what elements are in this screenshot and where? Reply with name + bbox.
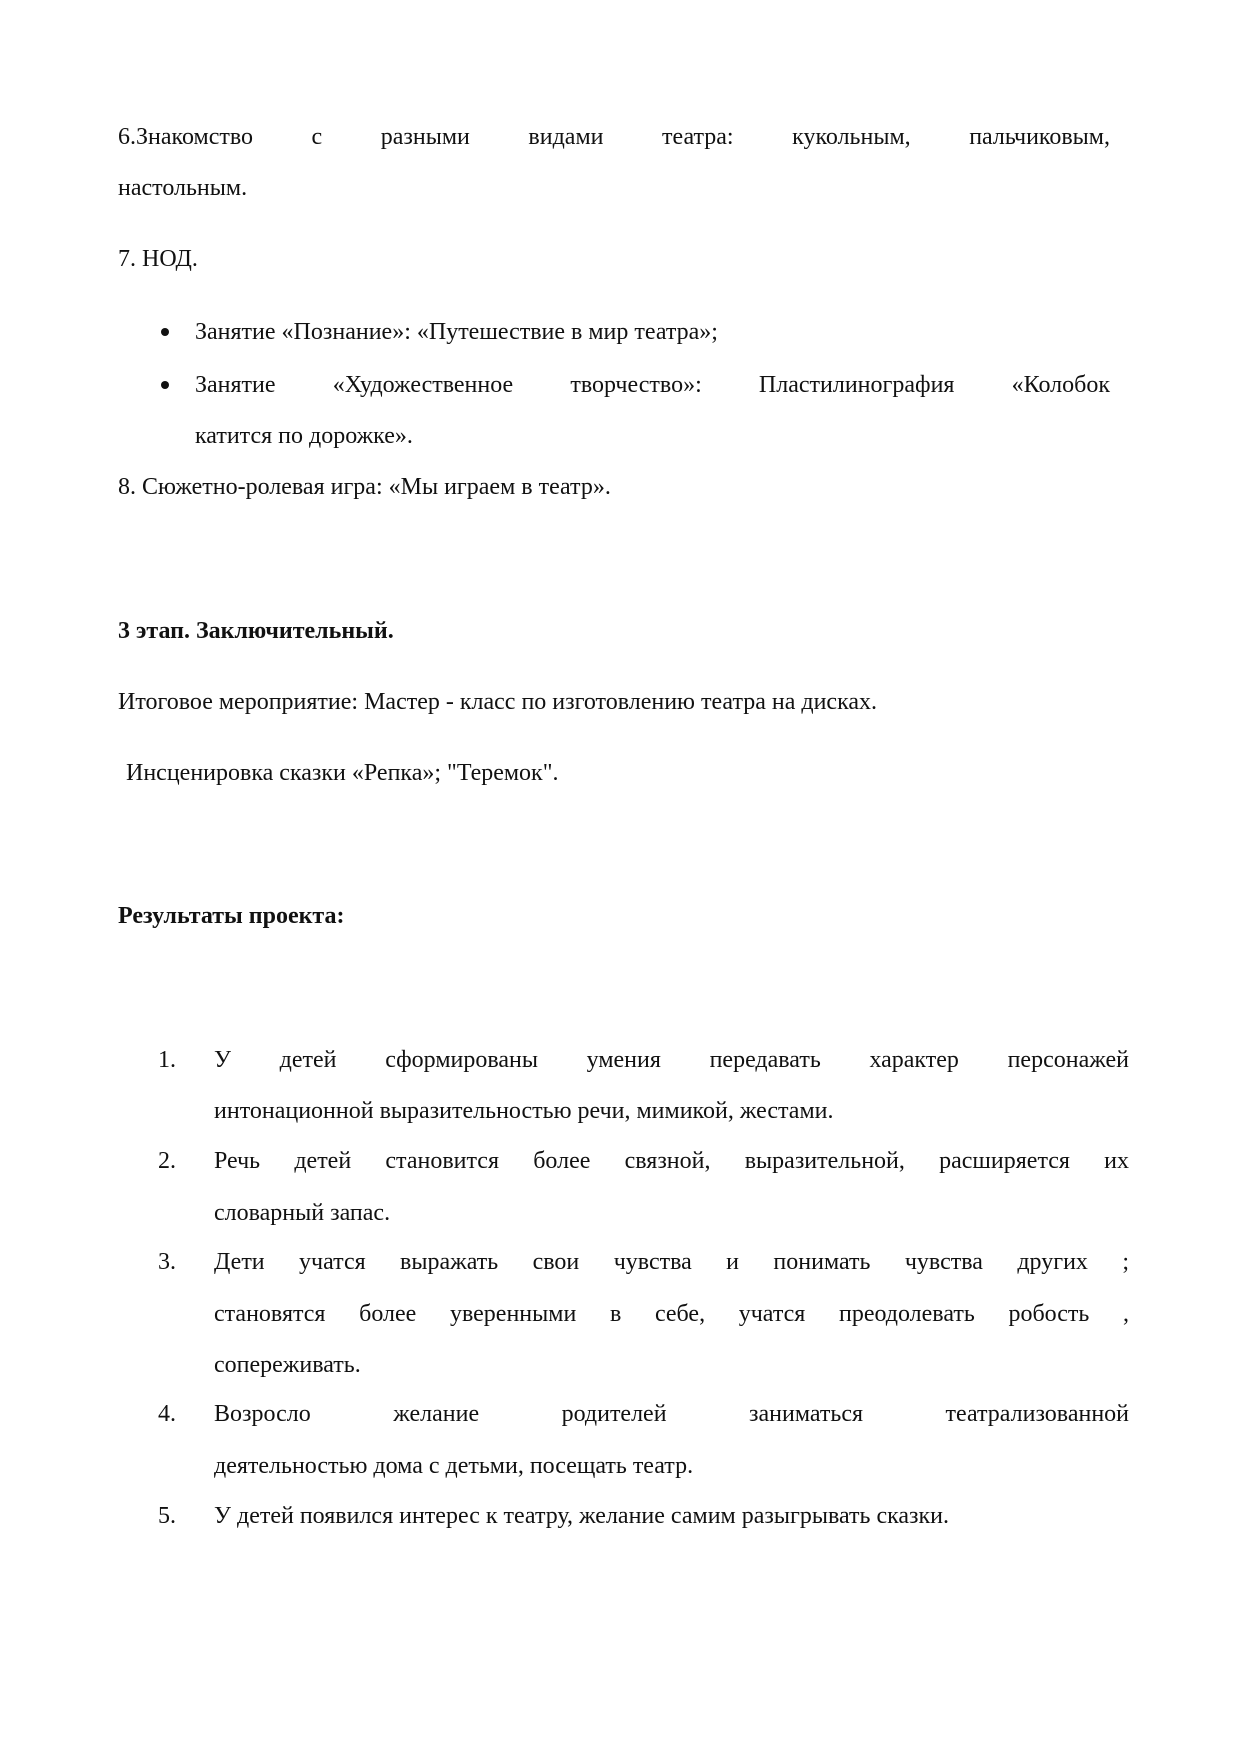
final-event: Итоговое мероприятие: Мастер - класс по изготовлению театра на дисках.	[118, 689, 878, 715]
stage3-heading: 3 этап. Заключительный.	[118, 618, 394, 644]
bullet-icon	[161, 328, 169, 336]
result-1-line-2: интонационной выразительностью речи, мимикой, жестами.	[214, 1098, 834, 1124]
bullet-icon	[161, 381, 169, 389]
item-7: 7. НОД.	[118, 246, 198, 272]
result-4-line-2: деятельностью дома с детьми, посещать театр.	[214, 1453, 694, 1479]
result-number: 5.	[158, 1503, 176, 1529]
result-number: 1.	[158, 1047, 176, 1073]
result-3-line-1: Дети учатся выражать свои чувства и понимать чувства других ;	[214, 1249, 1129, 1275]
results-heading: Результаты проекта:	[118, 903, 345, 929]
result-number: 2.	[158, 1148, 176, 1174]
result-3-line-3: сопереживать.	[214, 1352, 361, 1378]
bullet-1: Занятие «Познание»: «Путешествие в мир театра»;	[195, 319, 718, 345]
result-1-line-1: У детей сформированы умения передавать характер персонажей	[214, 1047, 1129, 1073]
result-5-line-1: У детей появился интерес к театру, желание самим разыгрывать сказки.	[214, 1503, 950, 1529]
item-8: 8. Сюжетно-ролевая игра: «Мы играем в театр».	[118, 474, 611, 500]
result-2-line-2: словарный запас.	[214, 1200, 391, 1226]
result-4-line-1: Возросло желание родителей заниматься театрализованной	[214, 1401, 1129, 1427]
result-number: 4.	[158, 1401, 176, 1427]
item-6-line-2: настольным.	[118, 175, 248, 201]
staging: Инсценировка сказки «Репка»; "Теремок".	[126, 760, 559, 786]
result-number: 3.	[158, 1249, 176, 1275]
result-3-line-2: становятся более уверенными в себе, учатся преодолевать робость ,	[214, 1301, 1129, 1327]
bullet-2-line-2: катится по дорожке».	[195, 423, 413, 449]
result-2-line-1: Речь детей становится более связной, выразительной, расширяется их	[214, 1148, 1129, 1174]
item-6-line-1: 6.Знакомство с разными видами театра: кукольным, пальчиковым,	[118, 124, 1110, 150]
bullet-2-line-1: Занятие «Художественное творчество»: Пластилинография «Колобок	[195, 372, 1110, 398]
